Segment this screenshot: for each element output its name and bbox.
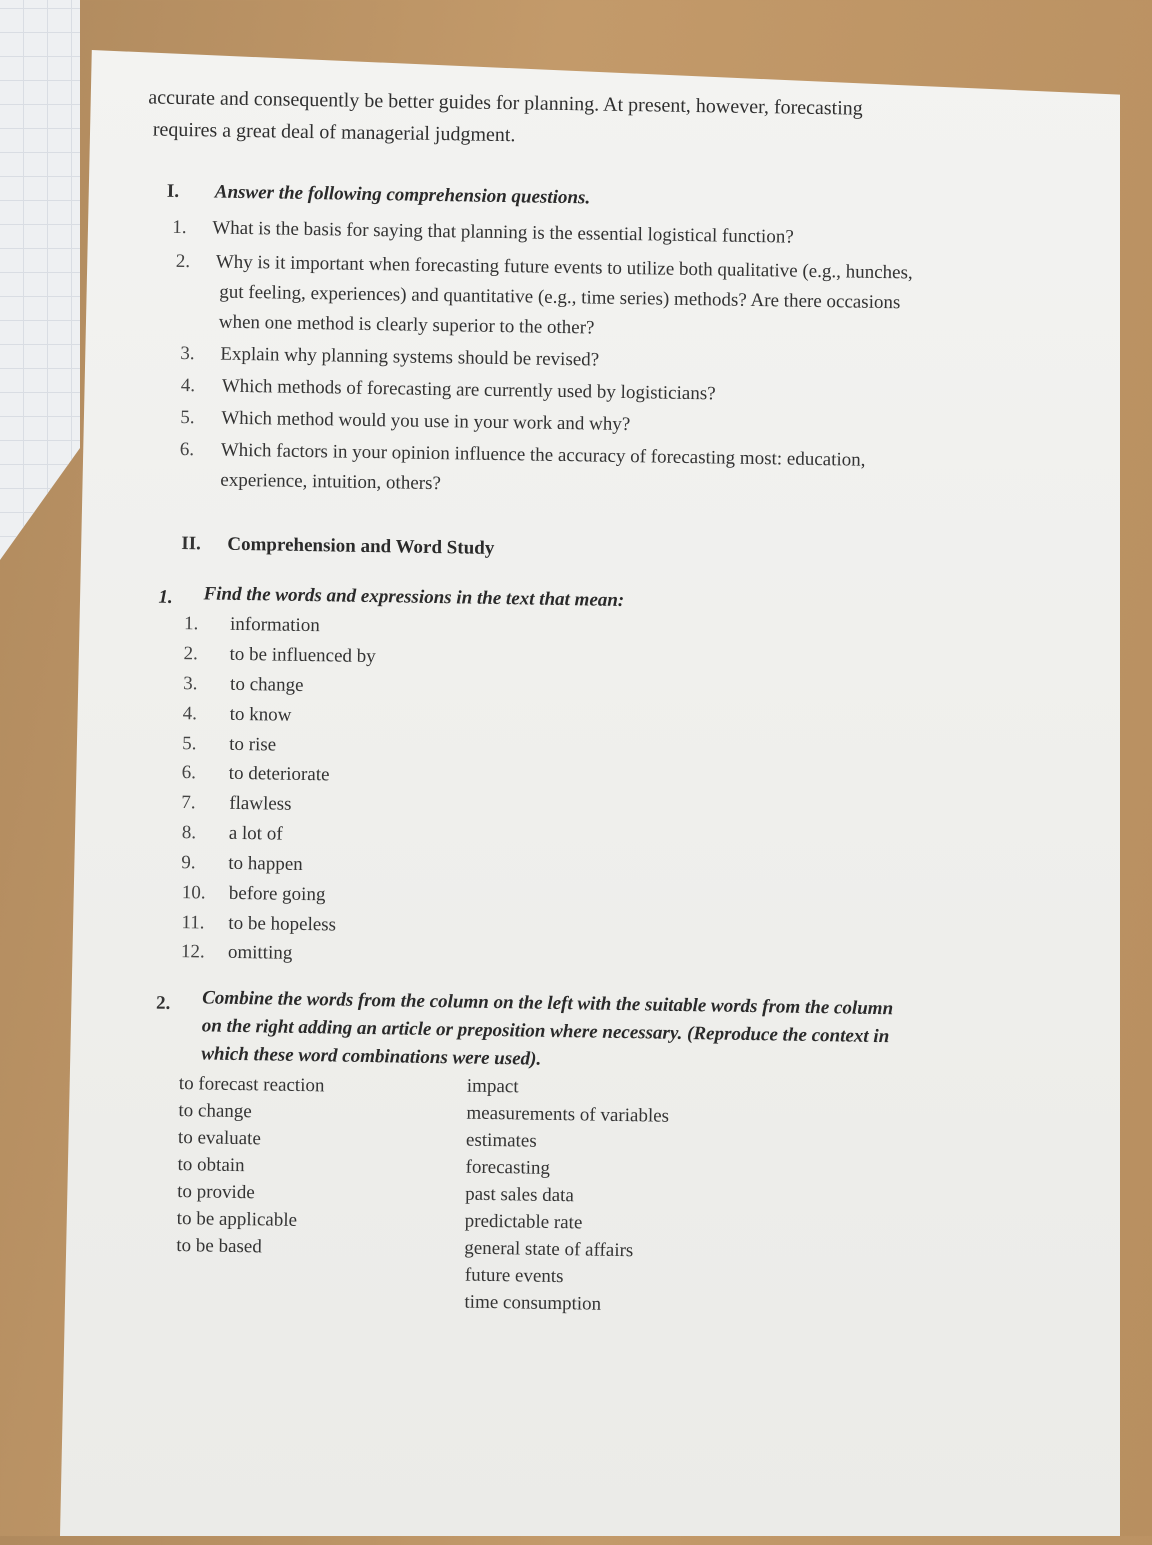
list-item: flawless — [229, 792, 292, 815]
list-item: to change — [229, 673, 304, 696]
question-text: Which method would you use in your work and why? — [221, 407, 631, 436]
left-column-item: to evaluate — [177, 1127, 262, 1150]
question-text: Explain why planning systems should be revised? — [220, 343, 600, 371]
list-item: omitting — [227, 941, 293, 964]
right-column-item: future events — [464, 1264, 564, 1288]
intro-line-1: accurate and consequently be better guides for planning. At present, however, forecasting — [148, 86, 863, 120]
left-column-item: to change — [178, 1100, 252, 1123]
left-column-item: to obtain — [177, 1154, 245, 1177]
exercise-2-heading-line-2: on the right adding an article or preposition where necessary. (Reproduce the context in — [201, 1015, 890, 1048]
list-item: before going — [228, 882, 326, 906]
question-number: 4. — [180, 374, 196, 397]
list-item: to happen — [228, 852, 303, 875]
list-item-number: 5. — [182, 733, 197, 755]
section-1-heading: Answer the following comprehension questions. — [214, 181, 591, 209]
list-item-number: 3. — [182, 673, 198, 695]
question-text: experience, intuition, others? — [220, 469, 442, 495]
left-column-item: to forecast reaction — [178, 1073, 325, 1097]
list-item: to rise — [229, 733, 277, 756]
exercise-2-heading-line-3: which these word combinations were used). — [201, 1043, 542, 1070]
list-item-number: 7. — [181, 792, 196, 814]
question-text: Which factors in your opinion influence the accuracy of forecasting most: education, — [220, 439, 866, 471]
question-text: gut feeling, experiences) and quantitative (e.g., time series) methods? Are there occasions — [219, 281, 901, 314]
section-1-number: I. — [166, 180, 180, 202]
right-column-item: estimates — [465, 1129, 537, 1152]
right-column-item: measurements of variables — [466, 1102, 670, 1127]
left-column-item: to be applicable — [176, 1208, 298, 1231]
list-item-number: 4. — [182, 703, 198, 725]
list-item: to know — [229, 703, 292, 726]
list-item-number: 6. — [181, 762, 197, 784]
right-column-item: past sales data — [465, 1183, 575, 1207]
exercise-2-number: 2. — [155, 992, 171, 1014]
intro-line-2: requires a great deal of managerial judgment. — [152, 118, 516, 147]
list-item: to be hopeless — [228, 912, 337, 936]
right-column-item: impact — [466, 1075, 519, 1098]
list-item: information — [229, 613, 320, 637]
list-item-number: 9. — [181, 852, 196, 874]
question-text: What is the basis for saying that planning is the essential logistical function? — [212, 217, 794, 248]
exercise-1-number: 1. — [158, 586, 173, 608]
question-text: Which methods of forecasting are currently used by logisticians? — [221, 375, 716, 405]
list-item-number: 2. — [183, 643, 199, 665]
question-number: 5. — [180, 406, 195, 429]
right-column-item: predictable rate — [464, 1210, 583, 1234]
section-2-number: II. — [181, 533, 202, 555]
list-item-number: 11. — [181, 912, 205, 934]
question-number: 2. — [175, 250, 191, 273]
list-item-number: 12. — [180, 941, 205, 963]
question-text: Why is it important when forecasting future events to utilize both qualitative (e.g., hunches, — [215, 251, 913, 284]
exercise-2-heading-line-1: Combine the words from the column on the left with the suitable words from the column — [202, 987, 894, 1020]
list-item-number: 10. — [181, 882, 206, 904]
list-item: to deteriorate — [228, 762, 330, 786]
list-item-number: 1. — [183, 613, 199, 635]
section-2-heading: Comprehension and Word Study — [227, 533, 495, 559]
left-column-item: to be based — [176, 1235, 262, 1258]
left-column-item: to provide — [177, 1181, 255, 1204]
question-number: 3. — [180, 342, 195, 365]
list-item: to be influenced by — [229, 643, 376, 668]
right-column-item: forecasting — [465, 1156, 551, 1179]
question-number: 1. — [172, 216, 187, 239]
exercise-1-heading: Find the words and expressions in the text that mean: — [203, 583, 625, 611]
right-column-item: time consumption — [464, 1291, 602, 1315]
question-text: when one method is clearly superior to the other? — [218, 311, 595, 339]
list-item-number: 8. — [181, 822, 197, 844]
question-number: 6. — [179, 438, 195, 461]
list-item: a lot of — [228, 822, 283, 845]
right-column-item: general state of affairs — [464, 1237, 634, 1262]
